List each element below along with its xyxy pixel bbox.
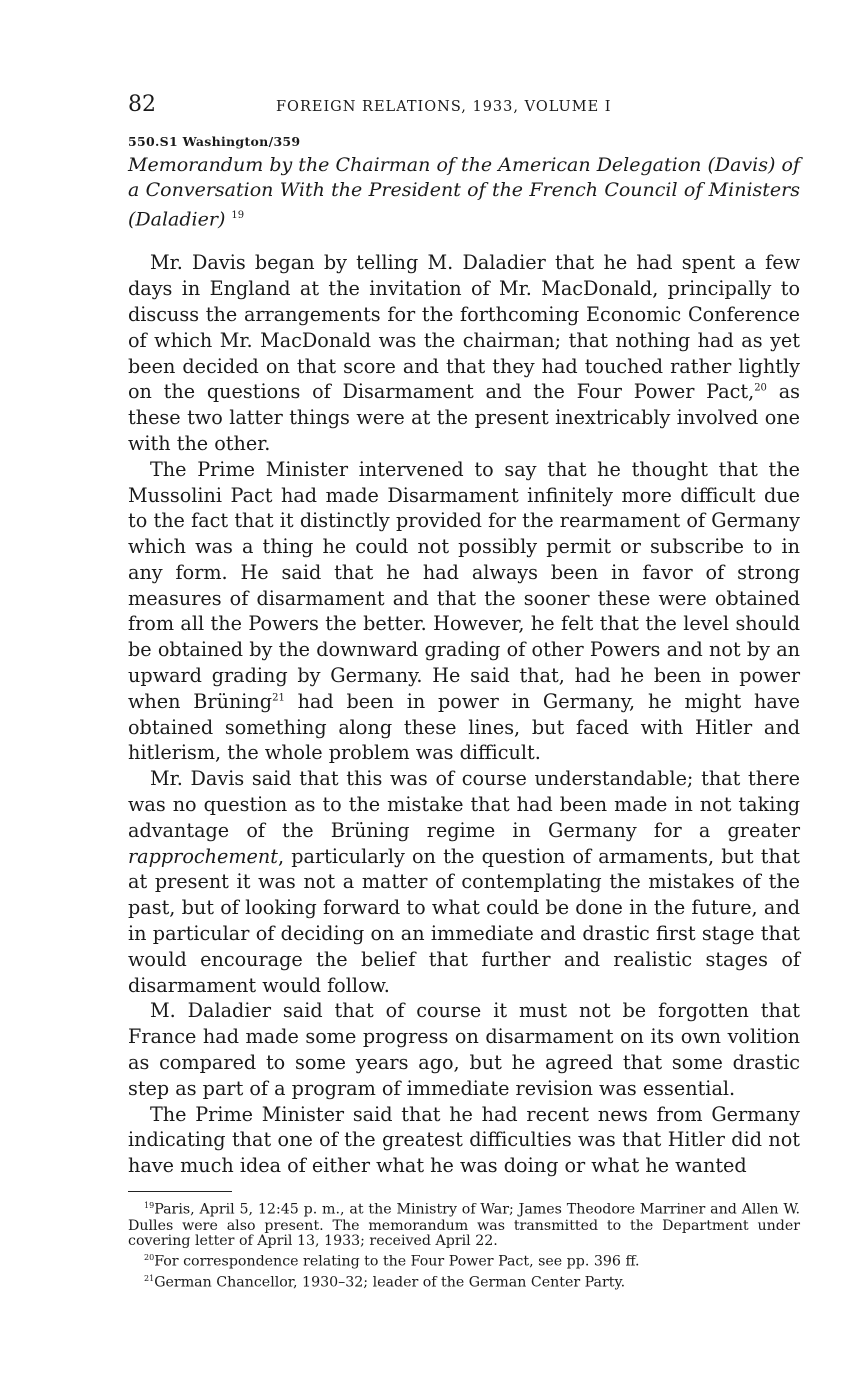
footnote-marker: 21 bbox=[272, 692, 285, 704]
footnote-text: German Chancellor, 1930–32; leader of the German Center Party. bbox=[154, 1274, 626, 1291]
paragraph: M. Daladier said that of course it must not be forgotten that France had made some progress on disarmament on its own volition as compared to some years ago, but he agreed that some drastic step as part of a program of immediate revision was essential. bbox=[128, 999, 800, 1100]
footnote bbox=[128, 1250, 800, 1271]
paragraph-text: as these two latter things were at the present inextricably involved one with the other. bbox=[128, 380, 800, 455]
paragraph-text: had been in power in Germany, he might have obtained something along these lines, but faced with Hitler and hitlerism, the whole problem was difficult. bbox=[128, 689, 800, 765]
italic-term: rapprochement bbox=[128, 844, 278, 868]
paragraph: The Prime Minister said that he had recent news from Germany indicating that one of the greatest difficulties was that Hitler did not have much idea of either what he was doing or what he wanted bbox=[128, 1102, 800, 1178]
page-header bbox=[128, 92, 800, 122]
paragraph-text: Mr. Davis said that this was of course understandable; that there was no question as to the mistake that had been made in not taking advantage of the Brüning regime in Germany for a greater bbox=[128, 767, 800, 842]
footnote-marker: 20 bbox=[754, 382, 767, 394]
paragraph-text: Mr. Davis began by telling M. Daladier that he had spent a few days in England at the invitation of Mr. MacDonald, principally to discuss the arrangements for the forthcoming Economic Conference of which Mr. MacDonald was the chairman; that nothing had as yet been decided on that score and that they had touched rather lightly on the questions of Disarmament and the Four Power Pact, bbox=[128, 251, 800, 404]
footnotes bbox=[128, 1198, 800, 1291]
title-footnote-marker: 19 bbox=[231, 210, 245, 221]
footnote-number: 19 bbox=[144, 1201, 155, 1211]
document-title bbox=[128, 153, 800, 232]
footnote-divider bbox=[128, 1191, 232, 1192]
footnote bbox=[128, 1198, 800, 1250]
paragraph bbox=[128, 457, 800, 767]
footnote-number: 21 bbox=[144, 1273, 155, 1283]
paragraph-text: , particularly on the question of armaments, but that at present it was not a matter of contemplating the mistakes of the past, but of looking forward to what could be done in the future, and in particular of deciding on an immediate and drastic first stage that would encourage the belief that further and realistic stages of disarmament would follow. bbox=[128, 844, 800, 997]
page-number: 82 bbox=[128, 92, 156, 117]
footnote-text: For correspondence relating to the Four Power Pact, see pp. 396 ff. bbox=[154, 1253, 640, 1270]
document-body bbox=[128, 250, 800, 1179]
title-text: Memorandum by the Chairman of the American Delegation (Davis) of a Conversation With the President of the French Council of Ministers (Daladier) bbox=[128, 154, 800, 231]
file-reference: 550.S1 Washington/359 bbox=[128, 134, 301, 149]
paragraph bbox=[128, 766, 800, 998]
footnote-number: 20 bbox=[144, 1253, 155, 1263]
document-page bbox=[128, 92, 800, 1291]
running-head: FOREIGN RELATIONS, 1933, VOLUME I bbox=[276, 99, 612, 115]
footnote-text: Paris, April 5, 12:45 p. m., at the Ministry of War; James Theodore Marriner and Allen W. Dulles were also present. The memorandum was transmitted to the Department under covering letter of April 13, 1933; received April 22. bbox=[128, 1201, 800, 1250]
footnote bbox=[128, 1271, 800, 1292]
paragraph-text: The Prime Minister intervened to say that he thought that the Mussolini Pact had made Disarmament infinitely more difficult due to the fact that it distinctly provided for the rearmament of Germany which was a thing he could not possibly permit or subscribe to in any form. He said that he had always been in favor of strong measures of disarmament and that the sooner these were obtained from all the Powers the better. However, he felt that the level should be obtained by the downward grading of other Powers and not by an upward grading by Germany. He said that, had he been in power when Brüning bbox=[128, 457, 800, 713]
paragraph bbox=[128, 250, 800, 456]
